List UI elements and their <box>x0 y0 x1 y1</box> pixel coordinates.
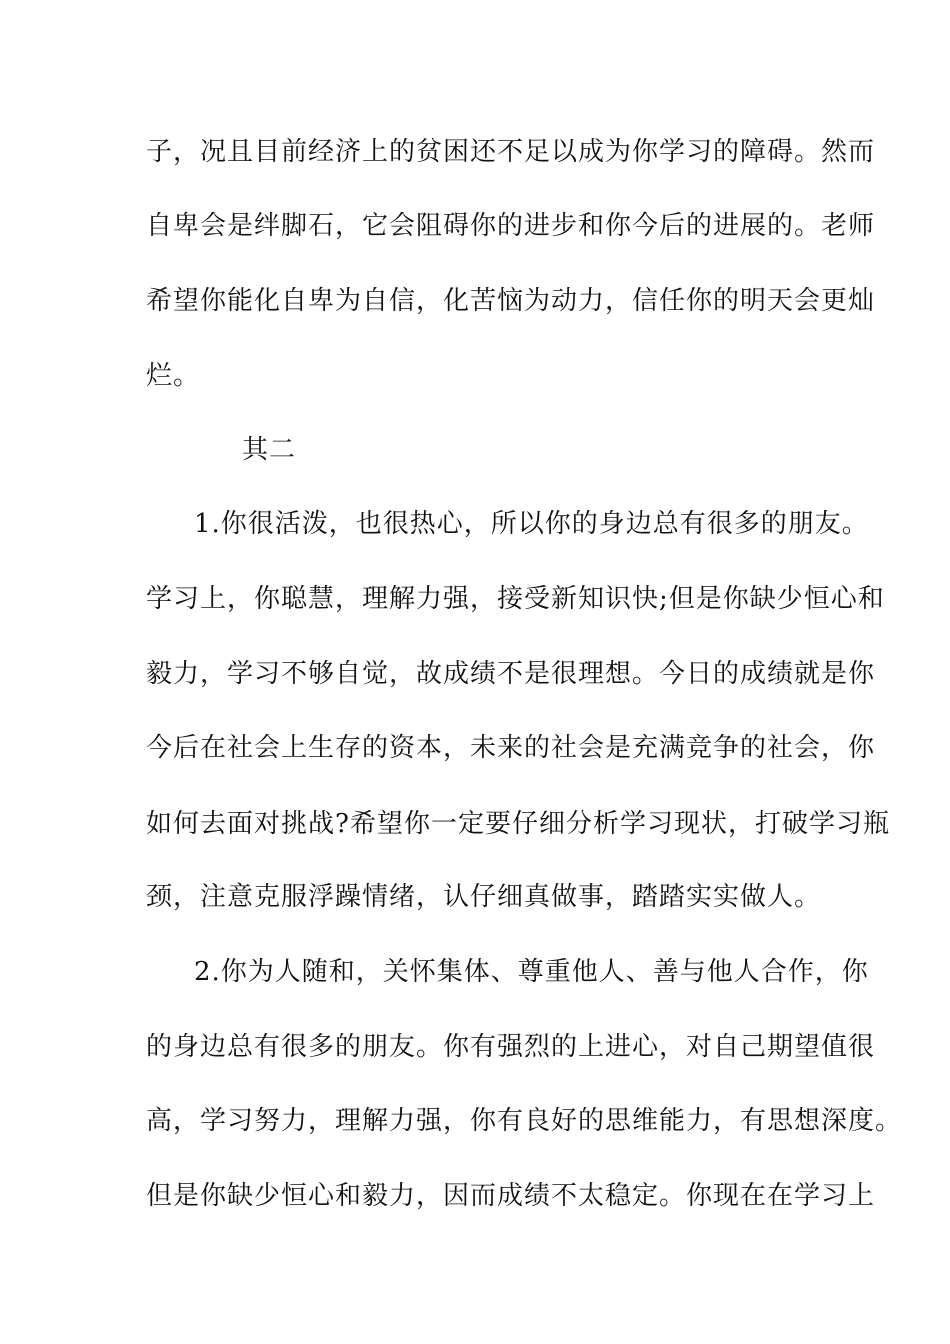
text-line: 颈，注意克服浮躁情绪，认仔细真做事，踏踏实实做人。 <box>146 882 822 912</box>
text-line: 但是你缺少恒心和毅力，因而成绩不太稳定。你现在在学习上 <box>146 1181 876 1211</box>
text-line: 2.你为人随和，关怀集体、尊重他人、善与他人合作，你 <box>194 957 869 987</box>
text-line: 毅力，学习不够自觉，故成绩不是很理想。今日的成绩就是你 <box>146 659 876 689</box>
text-line: 1.你很活泼，也很热心，所以你的身边总有很多的朋友。 <box>194 509 869 539</box>
section-heading: 其二 <box>242 435 297 465</box>
text-line: 烂。 <box>146 361 201 391</box>
text-line: 高，学习努力，理解力强，你有良好的思维能力，有思想深度。 <box>146 1106 903 1136</box>
text-line: 子，况且目前经济上的贫困还不足以成为你学习的障碍。然而 <box>146 137 876 167</box>
text-line: 的身边总有很多的朋友。你有强烈的上进心，对自己期望值很 <box>146 1032 876 1062</box>
text-line: 学习上，你聪慧，理解力强，接受新知识快;但是你缺少恒心和 <box>146 584 885 614</box>
text-line: 如何去面对挑战?希望你一定要仔细分析学习现状，打破学习瓶 <box>146 809 890 839</box>
text-line: 希望你能化自卑为自信，化苦恼为动力，信任你的明天会更灿 <box>146 286 876 316</box>
text-line: 今后在社会上生存的资本，未来的社会是充满竞争的社会，你 <box>146 733 876 763</box>
text-line: 自卑会是绊脚石，它会阻碍你的进步和你今后的进展的。老师 <box>146 211 876 241</box>
